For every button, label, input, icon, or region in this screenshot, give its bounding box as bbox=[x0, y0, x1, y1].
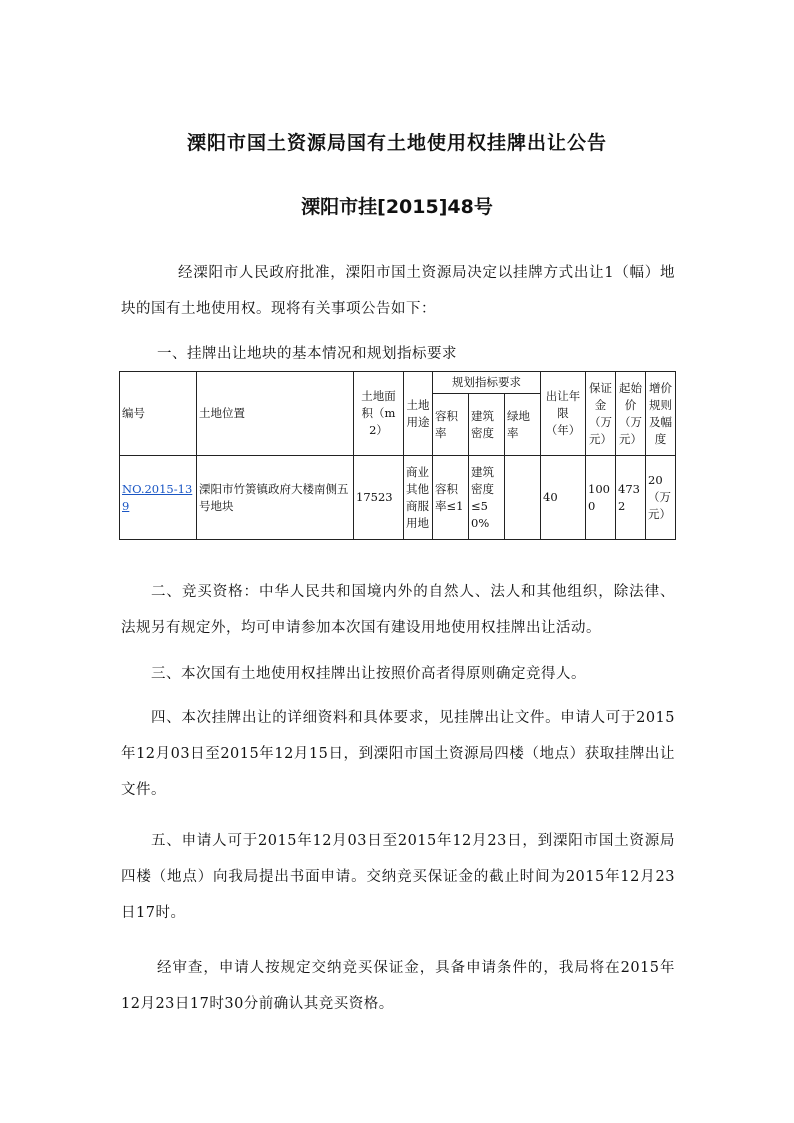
header-planning: 规划指标要求 bbox=[433, 372, 541, 394]
cell-code[interactable] bbox=[120, 456, 197, 540]
header-term: 出让年限（年） bbox=[541, 372, 586, 456]
header-deposit: 保证金（万元） bbox=[586, 372, 616, 456]
cell-increment: 20（万元） bbox=[646, 456, 676, 540]
section4-text: 四、本次挂牌出让的详细资料和具体要求，见挂牌出让文件。申请人可于2015年12月03日至2015年12月15日，到溧阳市国土资源局四楼（地点）获取挂牌出让文件。 bbox=[121, 710, 675, 798]
section3-text: 三、本次国有土地使用权挂牌出让按照价高者得原则确定竞得人。 bbox=[151, 666, 586, 682]
section6-block bbox=[121, 950, 675, 1022]
intro-paragraph bbox=[121, 255, 675, 327]
cell-far: 容积率≤1 bbox=[433, 456, 469, 540]
cell-term: 40 bbox=[541, 456, 586, 540]
section1-heading: 一、挂牌出让地块的基本情况和规划指标要求 bbox=[157, 346, 457, 362]
header-increment: 增价规则及幅度 bbox=[646, 372, 676, 456]
cell-density: 建筑密度≤50% bbox=[469, 456, 505, 540]
header-start-price: 起始价（万元） bbox=[616, 372, 646, 456]
section2-block bbox=[121, 574, 675, 646]
cell-start-price: 4732 bbox=[616, 456, 646, 540]
cell-green bbox=[505, 456, 541, 540]
section6-text: 经审查，申请人按规定交纳竞买保证金，具备申请条件的，我局将在2015年12月23日17时30分前确认其竞买资格。 bbox=[121, 960, 675, 1012]
document-number: 溧阳市挂[2015]48号 bbox=[301, 196, 493, 218]
cell-deposit: 1000 bbox=[586, 456, 616, 540]
section2-text: 二、竞买资格：中华人民共和国境内外的自然人、法人和其他组织，除法律、法规另有规定外，均可申请参加本次国有建设用地使用权挂牌出让活动。 bbox=[121, 584, 675, 636]
header-location: 土地位置 bbox=[197, 372, 354, 456]
cell-use: 商业其他商服用地 bbox=[404, 456, 433, 540]
header-far: 容积率 bbox=[433, 394, 469, 456]
page-title: 溧阳市国土资源局国有土地使用权挂牌出让公告 bbox=[186, 132, 607, 154]
header-green: 绿地率 bbox=[505, 394, 541, 456]
section5-block bbox=[121, 823, 675, 931]
cell-area: 17523 bbox=[354, 456, 404, 540]
land-info-table bbox=[119, 371, 676, 540]
section5-text: 五、申请人可于2015年12月03日至2015年12月23日，到溧阳市国土资源局四楼（地点）向我局提出书面申请。交纳竞买保证金的截止时间为2015年12月23日17时。 bbox=[121, 833, 675, 921]
table-header-row bbox=[120, 372, 676, 394]
cell-location: 溧阳市竹箦镇政府大楼南侧五号地块 bbox=[197, 456, 354, 540]
parcel-code-link[interactable]: NO.2015-139 bbox=[122, 481, 193, 513]
header-density: 建筑密度 bbox=[469, 394, 505, 456]
header-code: 编号 bbox=[120, 372, 197, 456]
section4-block bbox=[121, 700, 675, 808]
table-row bbox=[120, 456, 676, 540]
header-area: 土地面积（m2） bbox=[354, 372, 404, 456]
header-use: 土地用途 bbox=[404, 372, 433, 456]
intro-text: 经溧阳市人民政府批准，溧阳市国土资源局决定以挂牌方式出让1（幅）地块的国有土地使用权。现将有关事项公告如下： bbox=[121, 265, 675, 317]
section1-heading-block bbox=[121, 336, 675, 372]
section3-block bbox=[121, 656, 675, 692]
